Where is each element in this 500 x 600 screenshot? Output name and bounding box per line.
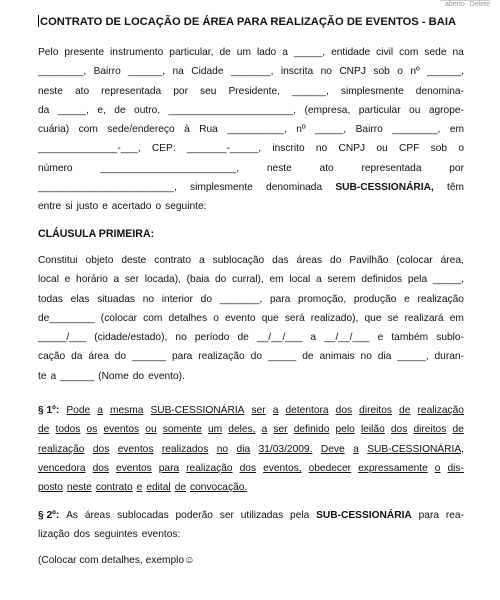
text-line [38,197,464,216]
word: nº [410,66,420,78]
document-title-text: CONTRATO DE LOCAÇÃO DE ÁREA PARA REALIZAÇÃO DE EVENTOS - BAIA [40,16,457,28]
word: realizado), [310,312,359,324]
word: promoção, [298,293,347,305]
word: das [272,255,289,266]
word: _____, [57,104,89,116]
word: denomina- [415,85,464,97]
word: área, [440,255,464,266]
text-line [38,459,464,478]
word: _______-_____, [186,143,262,155]
word: produção [353,293,397,305]
word: eventos: [141,529,181,541]
word: Presidente, [228,85,281,97]
word: realização [186,462,233,474]
word: eventos [117,443,154,455]
word: entidade [331,47,371,58]
word: ______________-___, [38,143,141,155]
word: _____, [293,47,326,58]
word: detentora [285,405,329,416]
word: o [458,143,464,155]
word: Pode [66,405,91,416]
text-line [38,440,464,459]
preamble-paragraph [38,43,464,217]
word: em [449,124,464,136]
text-line [38,82,464,101]
word: todas [38,293,63,305]
word: ser [124,274,139,286]
word: outro, [134,104,161,116]
word: o [155,201,162,213]
word: SUB-CESSIONÁRIA [316,510,412,521]
word: CNPJ [338,143,366,155]
text-line [38,270,464,289]
word: neste [38,85,63,97]
word: evento). [148,370,185,382]
word: de [219,47,231,58]
word: _______, [230,66,274,78]
word: do [200,293,212,305]
word: eventos, [263,462,302,474]
word: pelo [335,424,355,436]
word: Deve [320,443,345,455]
word: a [50,370,57,382]
word: posto [38,482,63,494]
word: Rua [199,124,218,136]
word: presente [64,47,105,58]
word: elas [70,293,90,305]
word: seu [200,85,217,97]
text-line [38,159,464,178]
word: de [38,424,50,436]
word: duran- [434,351,464,363]
text-line [38,178,464,197]
word: poderão [175,510,213,521]
paragraph-2 [38,506,464,545]
word: (empresa, [304,104,351,116]
word: realização [417,405,464,416]
word: do [215,274,227,286]
word: ______ [60,370,95,382]
word: de [452,424,464,436]
word: a [261,424,268,436]
word: ou [145,424,157,436]
word: deste [121,255,147,266]
word: sede [424,47,447,58]
word: ______, [427,66,464,78]
closing-text: (Colocar com detalhes, exemplo☺ [38,555,195,566]
text-line [38,328,464,347]
word: será [284,312,305,324]
word: serem [327,274,356,286]
word: em [269,274,284,286]
paragraph-label: § 1º: [38,405,60,416]
word: As [66,510,78,521]
word: evento [224,312,256,324]
word: e [64,274,71,286]
word: CNPJ [339,66,366,78]
word: o [213,312,219,324]
text-line [38,420,464,439]
word: acertado [111,201,152,213]
word: horário [76,274,108,286]
word: de [302,351,314,363]
word: ______ [132,351,167,363]
word: lado [256,47,277,58]
word: ou [376,143,388,155]
text-line [38,139,464,158]
word: a [315,274,322,286]
word: têm [447,182,464,194]
word: ________________________, [38,182,177,194]
word: ser [273,424,288,436]
word: detalhes [168,312,208,324]
word: CPF [398,143,420,155]
word: para [418,510,440,521]
word: obedecer [308,462,352,474]
word: Pelo [38,47,59,58]
clause-heading: CLÁUSULA PRIMEIRA: [38,228,155,240]
word: com [143,312,163,324]
word: um [236,47,251,58]
word: à [184,124,190,136]
text-line [38,290,464,309]
word: Pavilhão [349,255,389,266]
word: somente [162,424,202,436]
paragraph-1 [38,401,464,497]
text-line [38,101,464,120]
word: por [173,85,188,97]
text-line [38,401,464,420]
word: número [38,162,73,174]
word: sob [430,143,448,155]
word: área [88,351,109,363]
word: áreas [296,255,323,266]
word: (colocar [396,255,433,266]
word: __________, [227,124,287,136]
word: de________ [38,312,95,324]
word: representada [101,85,162,97]
word: sob [373,66,390,78]
word: a [310,332,317,344]
text-line [38,506,464,525]
closing-line [38,551,464,570]
word: que [364,312,382,324]
word: definido [293,424,330,436]
word: (Nome [98,370,129,382]
word: situadas [97,293,136,305]
word: e [377,332,384,344]
word: com [399,47,419,58]
word: realização [198,351,245,363]
word: Bairro [93,66,121,78]
word: no [320,66,332,78]
word: a [282,47,288,58]
word: e [136,482,143,494]
word: CEP: [151,143,176,155]
word: a [113,274,120,286]
word: nº [296,124,306,136]
word: seguinte: [165,201,207,213]
word: ________, [392,124,441,136]
word: neste [66,482,92,494]
word: pela [407,274,428,286]
word: que [261,312,279,324]
word: cuária) [38,124,70,136]
document-title [38,15,468,28]
word: realização [38,443,85,455]
word: a [97,405,103,416]
word: deles, [228,424,256,436]
word: por [449,162,464,174]
text-line [38,478,464,497]
word: no [216,443,229,455]
word: te [38,370,47,382]
word: animais [319,351,355,363]
word: SUB-CESSIONÁRIA, [335,182,434,194]
word: SUB-CESSIONÁRIA [150,405,245,416]
text-line [38,347,464,366]
word: inscrito [272,143,305,155]
word: e, [97,104,106,116]
word: a [199,255,205,266]
word: _____, [397,351,429,363]
word: sublo- [436,332,464,344]
word: justo [76,201,99,213]
word: ________, [38,66,87,78]
text-cursor [38,15,39,27]
word: o [397,66,403,78]
text-line [38,309,464,328]
word: __/__/___ [256,332,303,344]
word: direitos [359,405,393,416]
text-line [38,120,464,139]
word: do [132,370,145,382]
word: sublocadas [117,510,169,521]
word: expressamente [358,462,428,474]
word: edital [146,482,171,494]
word: na [452,47,464,58]
word: contrato [95,482,133,494]
text-line [38,62,464,81]
text-line [38,251,464,270]
word: no [315,143,328,155]
word: sede/endereço [107,124,175,136]
word: período [194,332,230,344]
word: dia [377,351,392,363]
word: civil [376,47,394,58]
word: interior [161,293,193,305]
word: de [114,104,126,116]
word: ato [319,162,334,174]
word: objeto [85,255,114,266]
word: e [404,293,410,305]
word: para [171,351,193,363]
word: eventos [103,424,140,436]
word: _____ [267,351,297,363]
word: realizados [161,443,209,455]
word: com [78,124,98,136]
word: dos [239,462,257,474]
word: lização [38,529,70,541]
word: rea- [445,510,464,521]
word: do [330,255,342,266]
word: para [269,293,291,305]
word: utilizadas [240,510,284,521]
word: locada), [144,274,181,286]
word: realizará [404,312,444,324]
word: particular, [169,47,214,58]
word: inscrita [280,66,314,78]
word: o [434,462,441,474]
word: entre [38,201,62,213]
word: ser [251,405,266,416]
word: denominada [266,182,323,194]
word: eventos [116,462,152,474]
track-changes-balloon[interactable] [440,0,490,8]
word: a [272,405,279,416]
text-line [38,367,464,386]
word: local [289,274,311,286]
word: dos [73,529,91,541]
word: particular [358,104,401,116]
word: um [207,424,223,436]
word: em [449,312,464,324]
word: curral), [232,274,264,286]
word: da [38,104,50,116]
word: agrope- [428,104,464,116]
word: __/__/___ [324,332,370,344]
word: definidos [361,274,403,286]
word: ______, [292,85,329,97]
text-line [38,43,464,62]
word: seguintes [94,529,138,541]
word: dis- [447,462,464,474]
word: dos [92,443,110,455]
word: vencedora [38,462,86,474]
word: realização [417,293,464,305]
word: e [102,201,108,213]
word: os [86,424,98,436]
word: representada [361,162,422,174]
word: dos [390,424,408,436]
word: no [360,351,372,363]
word: dos [92,462,110,474]
word: local [38,274,59,286]
word: se [387,312,399,324]
word: 31/03/2009. [258,443,313,455]
word: da [71,351,83,363]
word: a [353,443,359,455]
word: mesma [109,405,144,416]
word: neste [266,162,292,174]
word: ou [409,104,421,116]
word: convocação. [190,482,248,494]
word: ser [219,510,234,521]
word: _____, [432,274,464,286]
word: de [237,332,249,344]
word: ______, [128,66,166,78]
word: pela [290,510,310,521]
word: no [142,293,155,305]
word: _______, [219,293,263,305]
track-changes-action: Delete [469,1,490,8]
word: dia [236,443,251,455]
word: para [158,462,180,474]
word: ato [74,85,90,97]
word: dos [335,405,353,416]
word: na [172,66,184,78]
word: ________________________, [100,162,240,174]
word: _____/___ [38,332,87,344]
word: (baia [186,274,210,286]
word: do [250,351,262,363]
word: cação [38,351,66,363]
word: leilão [360,424,385,436]
word: (cidade/estado), [94,332,168,344]
word: sublocação [212,255,265,266]
word: contrato [154,255,192,266]
word: também [391,332,429,344]
word: ______________________, [168,104,297,116]
word: instrumento [110,47,164,58]
text-line [38,525,464,544]
word: todos [55,424,81,436]
word: Bairro [355,124,383,136]
track-changes-label: aberto [444,1,465,8]
word: si [65,201,73,213]
word: (colocar [100,312,138,324]
word: simplesmente [190,182,253,194]
word: Constitui [38,255,78,266]
paragraph-label: § 2º: [38,510,60,521]
word: áreas [84,510,111,521]
word: no [175,332,187,344]
word: direitos [413,424,447,436]
word: de [174,482,187,494]
word: SUB-CESSIONÁRIA, [367,443,464,455]
word: simplesmente [340,85,404,97]
word: de [399,405,411,416]
clause-body-paragraph [38,251,464,386]
word: do [114,351,127,363]
word: _____, [315,124,347,136]
word: Cidade [191,66,224,78]
